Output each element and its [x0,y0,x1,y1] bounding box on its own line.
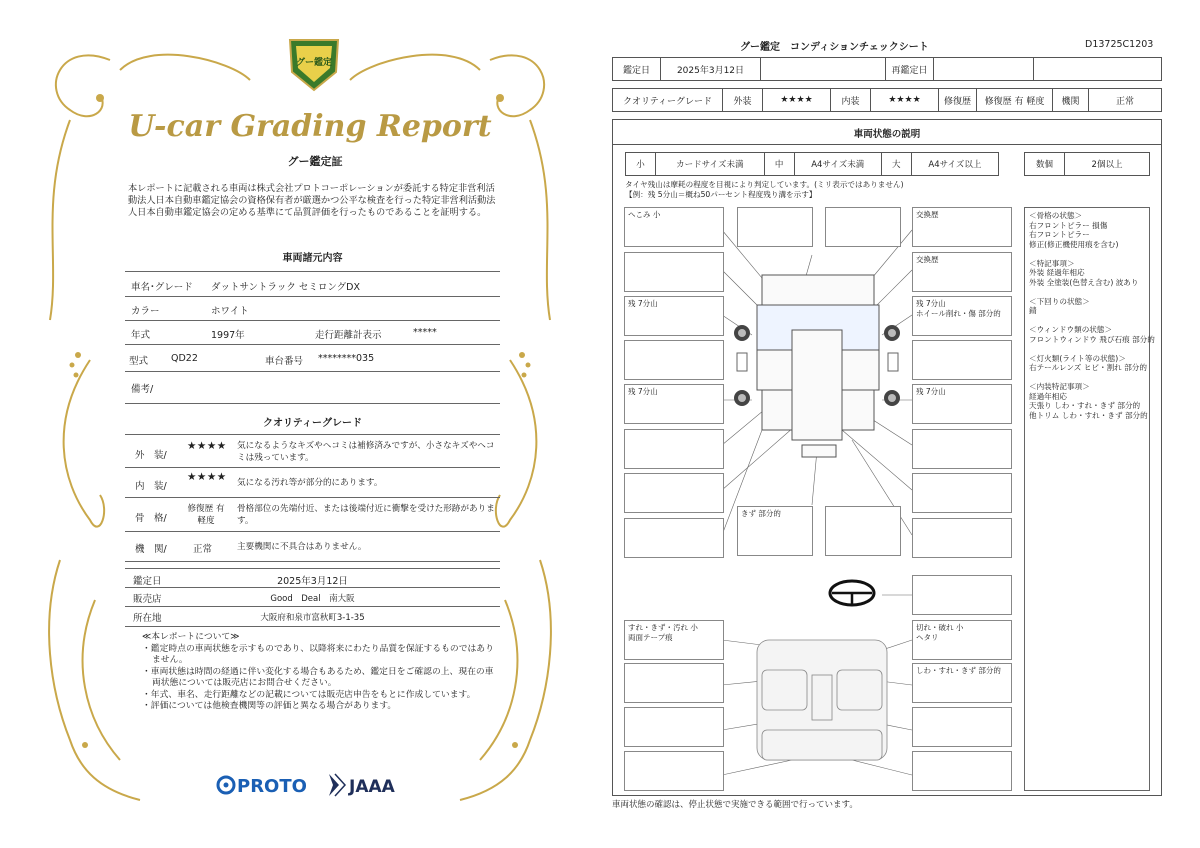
legend-key: 大 [881,153,911,176]
interior-stars: ★★★★ [187,471,227,483]
condition-box [912,663,1012,703]
condition-box [912,296,1012,336]
intro-paragraph: 本レポートに記載される車両は株式会社プロトコーポレーションが委託する特定非営利活動法人日本自動車鑑定協会の資格保有者が厳選かつ公平な検査を行った特定非営利活動法人日本自動車鑑定協会の定める基準にて品質評価を行ったものであることを証明する。 [128,183,496,218]
sheet-code: D13725C1203 [1085,39,1154,50]
value-shop: Good Deal 南大阪 [270,594,355,604]
value-model: QD22 [171,353,198,364]
condition-box [912,252,1012,292]
condition-box [912,518,1012,558]
note-item: ・車両状態は時間の経過に伴い変化する場合もあるため、鑑定日をご確認の上、現在の車両状態については販売店にお問合せください。 [142,666,494,688]
legend-value: A4サイズ以上 [911,153,998,176]
info-row-shop [125,588,500,607]
panel-line: ＜ウィンドウ類の状態＞ [1029,325,1113,334]
note-item: ・年式、車名、走行距離などの記載については販売店申告をもとに作成しています。 [142,689,476,700]
spec-section-heading: 車両諸元内容 [282,253,343,264]
label-quality-grade: クオリティーグレード [613,89,723,112]
script-title-text: U-car Grading Report [128,109,492,144]
value-odometer: ***** [413,327,437,338]
wheel-damage: ホイール削れ・傷 部分的 [916,309,1001,318]
condition-box [912,473,1012,513]
condition-heading: 車両状態の説明 [612,119,1162,145]
condition-box [624,620,724,660]
certificate-heading: グー鑑定証 [287,155,343,168]
interior-wear: すれ・きず・汚れ 小 [628,623,698,632]
tire-note-1: タイヤ残山は摩耗の程度を目視により判定しています。(ミリ表示ではありません) [625,180,904,189]
condition-box [912,575,1012,615]
engine-value: 正常 [193,544,213,555]
panel-line: 経過年相応 [1029,391,1067,401]
condition-box [624,751,724,791]
label-address: 所在地 [133,613,162,624]
panel-spacer [1029,373,1145,383]
value-address: 大阪府和泉市富秋町3-1-35 [260,613,365,623]
condition-box [624,340,724,380]
interior-tape-marks: 両面テープ痕 [628,633,673,642]
quality-section-heading: クオリティーグレード [263,418,362,429]
legend-key: 中 [764,153,794,176]
condition-box [624,518,724,558]
panel-line: ＜骨格の状態＞ [1029,211,1083,220]
sponsor-logos [215,770,415,800]
info-row-date [125,568,500,588]
note-item: ・鑑定時点の車両状態を示すものであり、以降将来にわたり品質を保証するものではありません。 [142,643,494,665]
spec-row-notes [125,372,500,404]
label-model: 型式 [129,356,149,367]
spec-row-model [125,345,500,372]
exterior-desc: 気になるようなキズやヘコミは補修済みですが、小さなキズやヘコミは残っています。 [237,441,495,463]
panel-line: ＜内装特記事項＞ [1029,382,1090,391]
legend-value: A4サイズ未満 [794,153,881,176]
tire-rear-right: 残 7分山 [916,387,946,396]
label-date: 鑑定日 [613,58,661,81]
report-script-title [128,98,492,150]
jaaa-logo-text: JAAA [349,777,395,797]
label-engine: 機 関/ [135,544,167,555]
notes-title: ≪本レポートについて≫ [142,632,240,642]
condition-box [912,207,1012,247]
count-key: 数個 [1025,153,1065,176]
condition-box [912,620,1012,660]
label-inspection-date: 鑑定日 [133,576,162,587]
tire-front-left: 残 7分山 [628,299,658,308]
label-year: 年式 [131,330,151,341]
condition-dent: へこみ 小 [628,210,661,219]
quality-row-frame [125,498,500,532]
legend-value: カードサイズ未満 [656,153,765,176]
interior-sag: ヘタリ [916,633,939,642]
label-color: カラー [131,306,160,317]
jaaa-logo [329,774,396,797]
interior-wrinkle: しわ・すれ・きず 部分的 [916,666,1001,675]
sheet-footer: 車両状態の確認は、停止状態で実施できる範囲で行っています。 [612,800,858,810]
note-item: ・評価については他検査機関等の評価と異なる場合があります。 [142,701,397,711]
panel-line: 右フロントピラー 損傷 [1029,220,1108,230]
condition-box [912,340,1012,380]
panel-line: ＜下回りの状態＞ [1029,296,1090,306]
panel-line: 右フロントピラー [1029,230,1090,239]
condition-box [825,506,901,556]
label-chassis: 車台番号 [265,356,304,367]
interior-desc: 気になる汚れ等が部分的にあります。 [237,478,383,488]
condition-box [624,207,724,247]
condition-exchange-1: 交換歴 [916,210,939,219]
label-car-name: 車名･グレード [131,282,193,293]
panel-line: 修正(修正機使用痕を含む) [1029,239,1119,249]
label-reinspection: 再鑑定日 [886,58,934,81]
label-notes: 備考/ [131,384,154,395]
condition-box [912,707,1012,747]
panel-line: 天張り しわ・すれ・きず 部分的 [1029,401,1141,410]
panel-spacer [1029,316,1145,326]
value-color: ホワイト [211,306,249,317]
label-odometer: 走行距離計表示 [315,330,382,341]
condition-notes-panel [1024,207,1155,791]
panel-line: フロントウィンドウ 飛び石痕 部分的 [1029,334,1155,344]
condition-box [912,384,1012,424]
interior-stars: ★★★★ [871,89,939,112]
panel-line: 外装 全塗装(色替え含む) 波あり [1029,277,1139,287]
count-value: 2個以上 [1065,153,1150,176]
label-interior: 内 装/ [135,481,167,492]
condition-box [737,506,813,556]
panel-spacer [1029,249,1145,259]
proto-logo [218,776,307,797]
label-exterior: 外 装/ [135,450,167,461]
panel-line: ＜特記事項＞ [1029,258,1075,268]
panel-spacer [1029,287,1145,297]
engine-desc: 主要機関に不具合はありません。 [237,542,367,552]
goo-kantei-badge-logo [286,32,342,94]
condition-box [912,429,1012,469]
spec-row-color [125,297,500,321]
condition-check-sheet [600,0,1200,848]
label-frame: 骨 格/ [135,513,167,524]
date-row-table [612,57,1162,81]
value-reinspection [934,58,1034,81]
value-engine: 正常 [1089,89,1162,112]
exterior-stars: ★★★★ [763,89,831,112]
condition-box [737,207,813,247]
count-legend-table [1024,152,1150,176]
badge-text: グー鑑定 [295,58,333,68]
grade-row-table [612,88,1162,112]
panel-line: ＜灯火類(ライト等の状態)＞ [1029,353,1126,363]
condition-box [624,296,724,336]
legend-key: 小 [626,153,656,176]
proto-logo-text: PROTO [237,776,307,797]
panel-line: 錆 [1029,306,1037,315]
value-date: 2025年3月12日 [661,58,761,81]
sheet-title: グー鑑定 コンディションチェックシート [740,42,929,53]
label-shop: 販売店 [133,594,162,605]
spec-row-year [125,321,500,345]
label-interior: 内装 [831,89,871,112]
condition-box [624,707,724,747]
info-row-address [125,607,500,627]
interior-tear: 切れ・破れ 小 [916,623,964,632]
condition-box [624,252,724,292]
condition-exchange-2: 交換歴 [916,255,939,264]
value-chassis: ********035 [318,353,375,364]
panel-line: 他トリム しわ・すれ・きず 部分的 [1029,410,1148,420]
report-notes [138,632,498,713]
label-repair-history: 修復歴 [939,89,977,112]
condition-box [624,473,724,513]
quality-row-exterior [125,434,500,468]
value-repair-history: 修復歴 有 軽度 [977,89,1053,112]
condition-box [624,384,724,424]
empty-cell [761,58,886,81]
quality-row-engine [125,532,500,562]
panel-line: 外装 経過年相応 [1029,268,1085,277]
value-inspection-date: 2025年3月12日 [277,576,348,587]
condition-box [912,751,1012,791]
tire-rear-left: 残 7分山 [628,387,658,396]
frame-value: 修復歴 有 軽度 [187,504,234,526]
label-engine: 機関 [1053,89,1089,112]
condition-box [624,429,724,469]
frame-desc: 骨格部位の先端付近、または後端付近に衝撃を受けた形跡があります。 [237,504,495,526]
value-year: 1997年 [211,330,245,341]
exterior-stars: ★★★★ [187,440,227,452]
label-exterior: 外装 [723,89,763,112]
panel-spacer [1029,344,1145,354]
condition-box [825,207,901,247]
quality-row-interior [125,468,500,498]
empty-cell [1034,58,1162,81]
spec-row-name [125,271,500,297]
tire-front-right: 残 7分山 [916,299,946,308]
condition-box [624,663,724,703]
tire-note-2: 【例：残 5分山＝概ね50パーセント程度残り溝を示す】 [625,190,817,199]
value-car-name: ダットサントラック セミロングDX [211,282,360,293]
condition-scratch: きず 部分的 [741,509,781,518]
panel-line: 右テールレンズ ヒビ・割れ 部分的 [1029,363,1147,372]
size-legend-table [625,152,999,176]
